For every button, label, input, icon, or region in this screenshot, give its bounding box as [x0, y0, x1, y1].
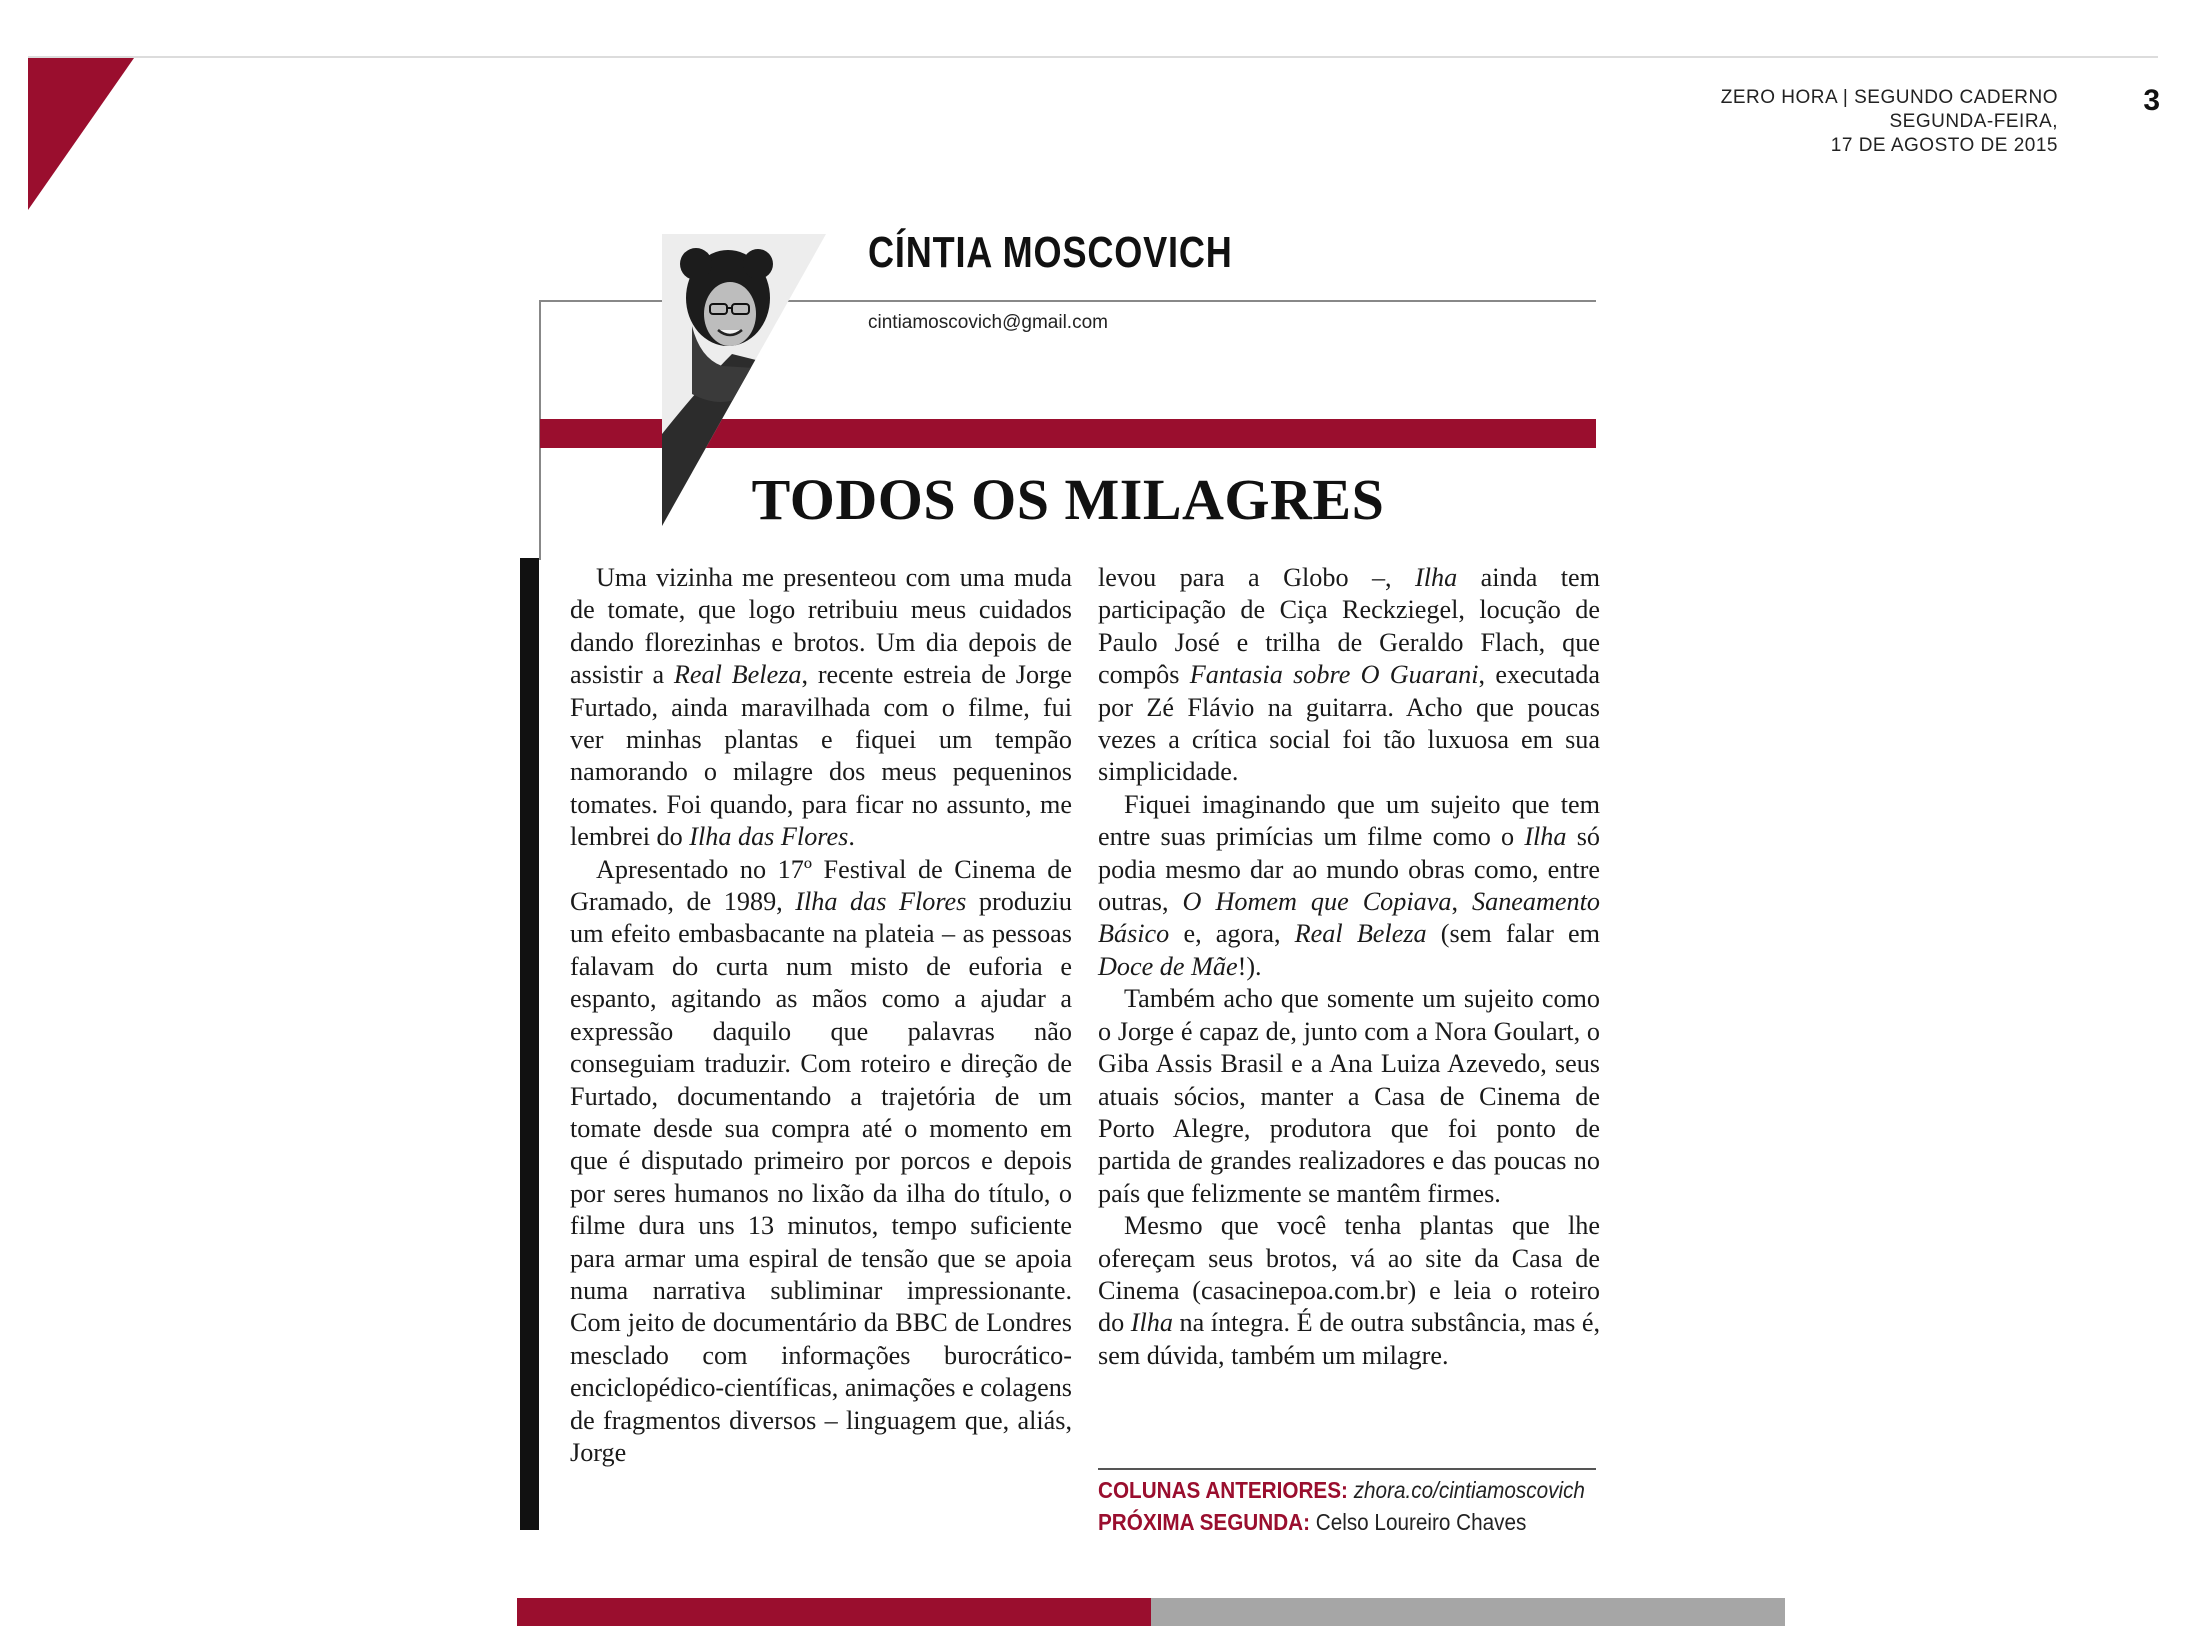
author-email[interactable]: cintiamoscovich@gmail.com — [868, 312, 1108, 333]
corner-triangle-icon — [28, 58, 140, 214]
masthead-date: 17 DE AGOSTO DE 2015 — [1830, 135, 2058, 156]
masthead — [1721, 86, 2058, 158]
article-paragraph-continued: levou para a Globo –, Ilha ainda tem participação de Ciça Reckziegel, locução de Paulo José e trilha de Geraldo Flach, que compôs Fantasia sobre O Guarani, executada por Zé Flávio na guitarra. Acho que poucas vezes a crítica social foi tão luxuosa em sua simplicidade. — [1098, 563, 1600, 787]
previous-columns-link[interactable]: zhora.co/cintiamoscovich — [1353, 1477, 1585, 1503]
top-rule — [28, 56, 2158, 58]
column-footer — [1098, 1474, 1585, 1538]
next-column-author: Celso Loureiro Chaves — [1315, 1509, 1527, 1535]
previous-columns — [1098, 1474, 1585, 1506]
article-column-right — [1098, 562, 1600, 1372]
page-number: 3 — [2143, 84, 2160, 117]
next-column-label: PRÓXIMA SEGUNDA: — [1098, 1509, 1311, 1535]
column-left-bar — [520, 558, 539, 1530]
article-paragraph: Apresentado no 17º Festival de Cinema de Gramado, de 1989, Ilha das Flores produziu um efeito embasbacante na plateia – as pessoas falavam do curta num misto de euforia e espanto, agitando as mãos como a ajudar a expressão daquilo que palavras não conseguiam traduzir. Com roteiro e direção de Furtado, documentando a trajetória de um tomate desde sua compra até o momento em que é disputado primeiro por porcos e depois por seres humanos no lixão da ilha do título, o filme dura uns 13 minutos, tempo suficiente para armar uma espiral de tensão que se apoia numa narrativa subliminar impressionante. Com jeito de documentário da BBC de Londres mesclado com informações burocrático-enciclopédico-científicas, animações e colagens de fragmentos diversos – linguagem que, aliás, Jorge — [570, 854, 1072, 1467]
article-paragraph: Fiquei imaginando que um sujeito que tem entre suas primícias um filme como o Ilha só podia mesmo dar ao mundo obras como, entre outras, O Homem que Copiava, Saneamento Básico e, agora, Real Beleza (sem falar em Doce de Mãe!). — [1098, 789, 1601, 981]
article-column-left — [570, 562, 1072, 1469]
footer-rule — [1098, 1468, 1596, 1470]
article-paragraph: Mesmo que você tenha plantas que lhe ofereçam seus brotos, vá ao site da Casa de Cinema (casacinepoa.com.br) e leia o roteiro do Ilha na íntegra. É de outra substância, mas é, sem dúvida, também um milagre. — [1098, 1211, 1600, 1370]
masthead-publication: ZERO HORA | SEGUNDO CADERNO — [1720, 87, 2058, 108]
author-name: CÍNTIA MOSCOVICH — [868, 228, 1233, 277]
article-paragraph: Também acho que somente um sujeito como o Jorge é capaz de, junto com a Nora Goulart, o Giba Assis Brasil e a Ana Luiza Azevedo, seus atuais sócios, manter a Casa de Cinema de Porto Alegre, produtora que foi ponto de partida de grandes realizadores e das poucas no país que felizmente se mantêm firmes. — [1098, 984, 1600, 1208]
previous-columns-label: COLUNAS ANTERIORES: — [1098, 1477, 1348, 1503]
masthead-weekday: SEGUNDA-FEIRA, — [1889, 111, 2058, 132]
article-paragraph: Uma vizinha me presenteou com uma muda de tomate, que logo retribuiu meus cuidados dando florezinhas e brotos. Um dia depois de assistir a Real Beleza, recente estreia de Jorge Furtado, ainda maravilhada com o filme, fui ver minhas plantas e fiquei um tempão namorando o milagre dos meus pequeninos tomates. Foi quando, para ficar no assunto, me lembrei do Ilha das Flores. — [570, 563, 1073, 852]
next-column — [1098, 1506, 1566, 1538]
bottom-band-red — [517, 1598, 1151, 1626]
bottom-band-grey — [1151, 1598, 1785, 1626]
headline: TODOS OS MILAGRES — [751, 467, 1385, 532]
